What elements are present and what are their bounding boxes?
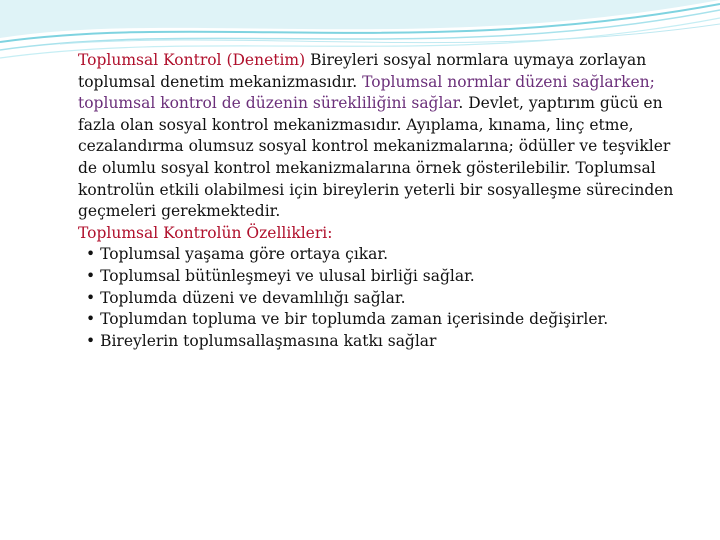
list-item: • Toplumdan topluma ve bir toplumda zaman içerisinde değişirler.	[86, 309, 678, 331]
paragraph-rest: . Devlet, yaptırım gücü en fazla olan sosyal kontrol mekanizmasıdır. Ayıplama, kınama, linç etme, cezalandırma olumsuz sosyal kontrol mekanizmalarına; ödüller ve teşvikler de olumlu sosyal kontrol mekanizmalarına örnek gösterilebilir. Toplumsal kontrolün etkili olabilmesi için bireylerin yeterli bir sosyalleşme sürecinden geçmeleri gerekmektedir.	[78, 94, 674, 221]
features-heading: Toplumsal Kontrolün Özellikleri:	[78, 223, 333, 242]
paragraph-sentence-1: Bireyleri sosyal normlara uymaya zorlayan toplumsal denetim mekanizmasıdır.	[78, 51, 647, 91]
list-item: • Toplumsal yaşama göre ortaya çıkar.	[86, 244, 678, 266]
slide-body	[78, 50, 678, 352]
features-list	[78, 244, 678, 352]
list-item: • Toplumsal bütünleşmeyi ve ulusal birliği sağlar.	[86, 266, 678, 288]
paragraph-title: Toplumsal Kontrol (Denetim)	[78, 51, 306, 69]
main-paragraph	[78, 50, 678, 223]
list-item: • Toplumda düzeni ve devamlılığı sağlar.	[86, 288, 678, 310]
list-item: • Bireylerin toplumsallaşmasına katkı sağlar	[86, 331, 678, 353]
paragraph-highlight: Toplumsal normlar düzeni sağlarken; toplumsal kontrol de düzenin sürekliliğini sağlar	[78, 72, 655, 113]
